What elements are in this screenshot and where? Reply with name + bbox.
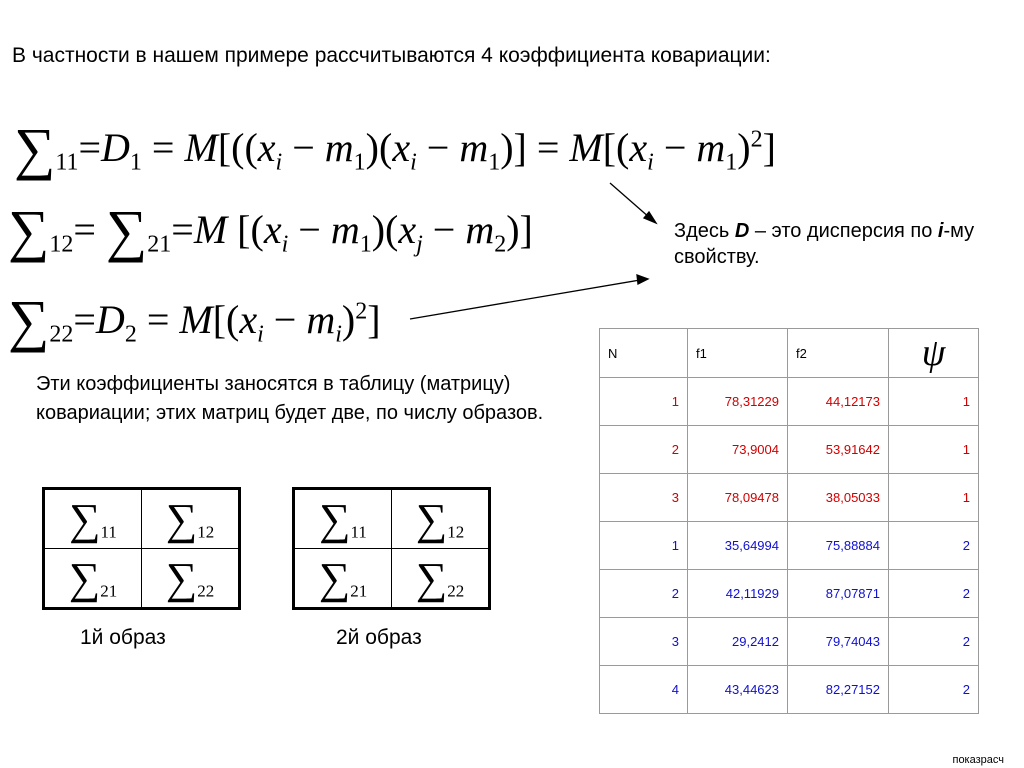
matrix-cell: $\sum_{11}$ (294, 489, 392, 549)
table-cell-f1: 42,11929 (688, 570, 788, 618)
table-row (600, 522, 979, 570)
table-header-row (600, 329, 979, 378)
table-cell-f2: 75,88884 (788, 522, 889, 570)
table-cell-f1: 78,31229 (688, 378, 788, 426)
table-row (600, 666, 979, 714)
matrix-cell: $\sum_{22}$ (142, 549, 240, 609)
table-cell-psi: 1 (889, 378, 979, 426)
column-header-f2: f2 (788, 329, 889, 378)
table-cell-f2: 79,74043 (788, 618, 889, 666)
table-cell-f2: 82,27152 (788, 666, 889, 714)
column-header-psi: ψ (889, 329, 979, 378)
table-cell-f1: 35,64994 (688, 522, 788, 570)
table-cell-psi: 1 (889, 426, 979, 474)
table-row (600, 618, 979, 666)
formula-sigma-12-21: $\sum_{12}= \sum_{21}=M$ $[(x_i - m_1)(x_j - m_2)]$ (8, 198, 533, 263)
table-cell-f1: 73,9004 (688, 426, 788, 474)
matrix-cell: $\sum_{12}$ (142, 489, 240, 549)
footer-label: показрасч (952, 754, 1004, 766)
matrix-cell: $\sum_{11}$ (44, 489, 142, 549)
table-row (600, 570, 979, 618)
table-cell-f2: 87,07871 (788, 570, 889, 618)
table-cell-f1: 29,2412 (688, 618, 788, 666)
sample-data-table (599, 328, 979, 714)
table-row (600, 426, 979, 474)
matrix-explanation: Эти коэффициенты заносятся в таблицу (матрицу) ковариации; этих матриц будет две, по числу образов. (36, 373, 544, 424)
table-cell-psi: 2 (889, 618, 979, 666)
matrix-cell: $\sum_{22}$ (392, 549, 490, 609)
slide-heading: В частности в нашем примере рассчитываются 4 коэффициента ковариации: (12, 44, 771, 67)
matrix-cell: $\sum_{21}$ (44, 549, 142, 609)
table-cell-f1: 78,09478 (688, 474, 788, 522)
covariance-matrix-2 (292, 487, 491, 610)
table-cell-n: 3 (600, 474, 688, 522)
table-cell-f1: 43,44623 (688, 666, 788, 714)
table-cell-psi: 1 (889, 474, 979, 522)
table-row (600, 378, 979, 426)
table-cell-n: 1 (600, 522, 688, 570)
matrix-cell: $\sum_{21}$ (294, 549, 392, 609)
table-cell-f2: 53,91642 (788, 426, 889, 474)
table-cell-n: 2 (600, 570, 688, 618)
covariance-matrix-1 (42, 487, 241, 610)
matrix-2-caption: 2й образ (336, 626, 422, 649)
table-cell-psi: 2 (889, 666, 979, 714)
table-cell-psi: 2 (889, 522, 979, 570)
formula-sigma-22: $\sum_{22}=D_2 = M[(x_i - m_i)^2]$ (8, 288, 381, 353)
table-cell-n: 2 (600, 426, 688, 474)
matrix-cell: $\sum_{12}$ (392, 489, 490, 549)
table-cell-f2: 44,12173 (788, 378, 889, 426)
matrix-1-caption: 1й образ (80, 626, 166, 649)
table-cell-n: 4 (600, 666, 688, 714)
formula-sigma-11: $\sum_{11}=D_1 = M[((x_i - m_1)(x_i - m_1)] = M[(x_i - m_1)^2]$ (14, 116, 776, 181)
column-header-n: N (600, 329, 688, 378)
table-cell-n: 1 (600, 378, 688, 426)
dispersion-note: Здесь D – это дисперсия по i-му свойству. (674, 220, 975, 268)
table-row (600, 474, 979, 522)
table-cell-f2: 38,05033 (788, 474, 889, 522)
table-cell-n: 3 (600, 618, 688, 666)
table-cell-psi: 2 (889, 570, 979, 618)
column-header-f1: f1 (688, 329, 788, 378)
